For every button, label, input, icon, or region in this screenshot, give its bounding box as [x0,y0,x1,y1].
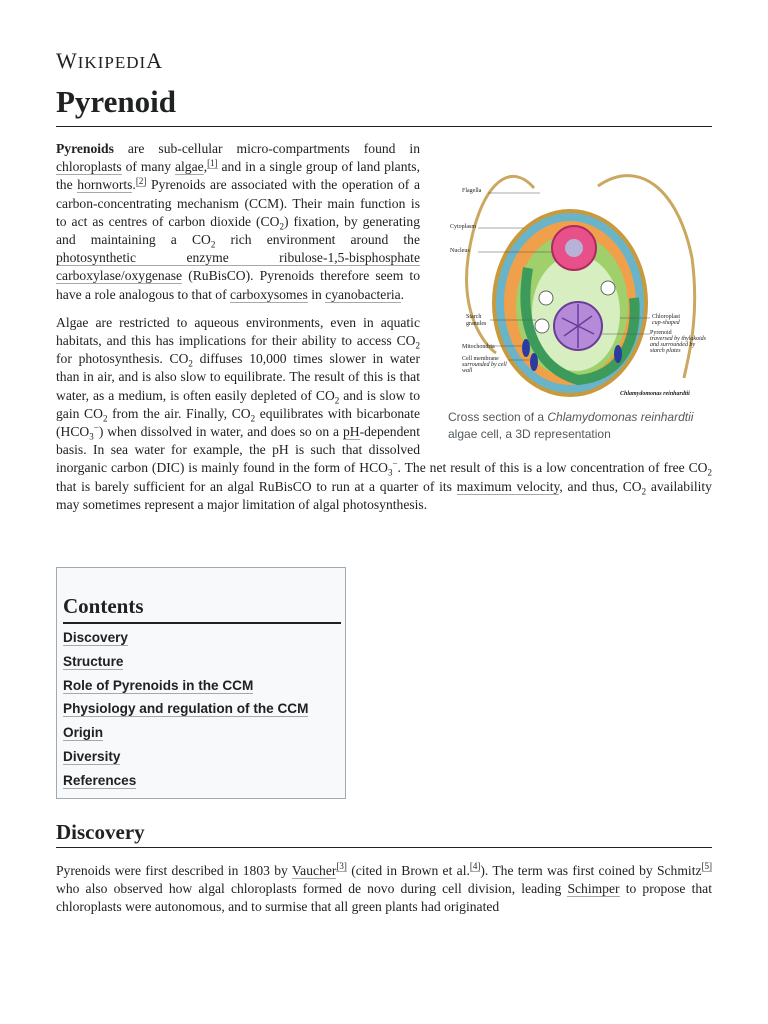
intro-paragraph-2: Algae are restricted to aqueous environments, even in aquatic habitats, and this has implications for their ability to access $CO_2$ for photosynthesis. $CO_2$ diffuses 10,000 times slower in water than in air, and is also slow to equilibrate. The result of this is that water, as a medium, is often easily depleted of $CO_2$ and is slow to gain $CO_2$ from the air. Finally, $CO_2$ equilibrates with bicarbonate $(HCO_3^-)$ when dissolved in water, and does so on a pH-dependent basis. In sea water for example, the pH is such that dissolved inorganic carbon (DIC) is mainly found in the form of $HCO_3^-$. The net result of this is a low concentration of free $CO_2$ that is barely sufficient for an algal RuBisCO to run at a quarter of its maximum velocity, and thus, $CO_2$ availability may sometimes represent a major limitation of algal photosynthesis. [56,314,712,512]
svg-text:wall: wall [462,368,473,374]
citation-5[interactable]: [5] [701,861,713,872]
svg-text:surrounded by cell: surrounded by cell [462,362,507,368]
intro-section [56,140,712,524]
link-ph[interactable]: pH [342,424,360,440]
intro-paragraph-1: Pyrenoids are sub-cellular micro-compartments found in chloroplasts of many algae,[1] and in a single group of land plants, the hornworts.[2] Pyrenoids are associated with the operation of a carbon-concentrating mechanism (CCM). Their main function is to act as centres of carbon dioxide $(CO_2)$ fixation, by generating and maintaining a $CO_2$ rich environment around the photosynthetic enzyme ribulose-1,5-bisphosphate carboxylase/oxygenase (RuBisCO). Pyrenoids therefore seem to have a role analogous to that of carboxysomes in cyanobacteria. [56,141,421,302]
svg-text:Mitochondria: Mitochondria [462,344,495,350]
svg-text:cup-shaped: cup-shaped [652,320,680,326]
wikipedia-logo[interactable]: WIKIPEDIA [56,48,164,73]
link-schimper[interactable]: Schimper [567,881,620,897]
link-hornworts[interactable]: hornworts [77,177,133,193]
toc-divider [63,622,341,624]
toc-item-references[interactable]: References [63,772,137,788]
cell-figure [448,148,712,443]
toc-list [63,628,308,795]
toc-item-diversity[interactable]: Diversity [63,748,121,764]
svg-text:and surrounded by: and surrounded by [650,342,696,348]
link-cyanobacteria[interactable]: cyanobacteria [325,286,401,302]
svg-text:starch plates: starch plates [650,348,681,354]
citation-3[interactable]: [3] [336,861,347,872]
svg-text:Flagella: Flagella [462,188,482,194]
citation-4[interactable]: [4] [469,861,481,872]
toc-item-discovery[interactable]: Discovery [63,630,128,645]
link-maximum-velocity[interactable]: maximum velocity [456,478,560,494]
cell-diagram-image[interactable] [448,148,712,400]
svg-text:Cytoplasm: Cytoplasm [450,224,477,230]
link-chloroplasts[interactable]: chloroplasts [56,159,122,175]
svg-text:Starch: Starch [466,314,482,320]
discovery-paragraph: Pyrenoids were first described in 1803 by Vaucher[3] (cited in Brown et al.[4]). The term was first coined by Schmitz[5] who also observed how algal chloroplasts formed de novo during cell division, leading Schimper to propose that chloroplasts were autonomous, and to surmise that all green plants had originated [56,861,713,915]
citation-2[interactable]: [2] [135,175,147,186]
svg-text:traversed by thylakoids: traversed by thylakoids [650,336,706,342]
citation-1[interactable]: [1] [207,157,218,168]
page-title: Pyrenoid [56,84,176,119]
toc-item-origin[interactable]: Origin [63,725,104,741]
toc-item-role-ccm[interactable]: Role of Pyrenoids in the CCM [63,677,254,693]
svg-text:Chlamydomonas reinhardtii: Chlamydomonas reinhardtii [620,391,690,397]
figure-caption: Cross section of a Chlamydomonas reinhardtii algae cell, a 3D representation [448,410,694,442]
title-divider [56,126,712,127]
link-carboxysomes[interactable]: carboxysomes [230,286,308,302]
section-divider [56,847,712,848]
svg-text:Chloroplast: Chloroplast [652,314,680,320]
table-of-contents [56,567,346,799]
toc-item-structure[interactable]: Structure [63,653,124,669]
svg-text:granules: granules [466,321,487,327]
svg-text:Cell membrane: Cell membrane [462,356,499,362]
svg-text:Nucleus: Nucleus [450,248,470,254]
section-heading-discovery: Discovery [56,820,145,844]
toc-title: Contents [63,594,144,618]
link-rubisco[interactable]: photosynthetic enzyme ribulose-1,5-bisphosphate carboxylase/oxygenase [56,250,420,284]
link-algae[interactable]: algae [175,159,204,175]
svg-text:Pyrenoid: Pyrenoid [650,330,672,336]
link-vaucher[interactable]: Vaucher [291,863,337,878]
toc-item-physiology[interactable]: Physiology and regulation of the CCM [63,701,309,717]
